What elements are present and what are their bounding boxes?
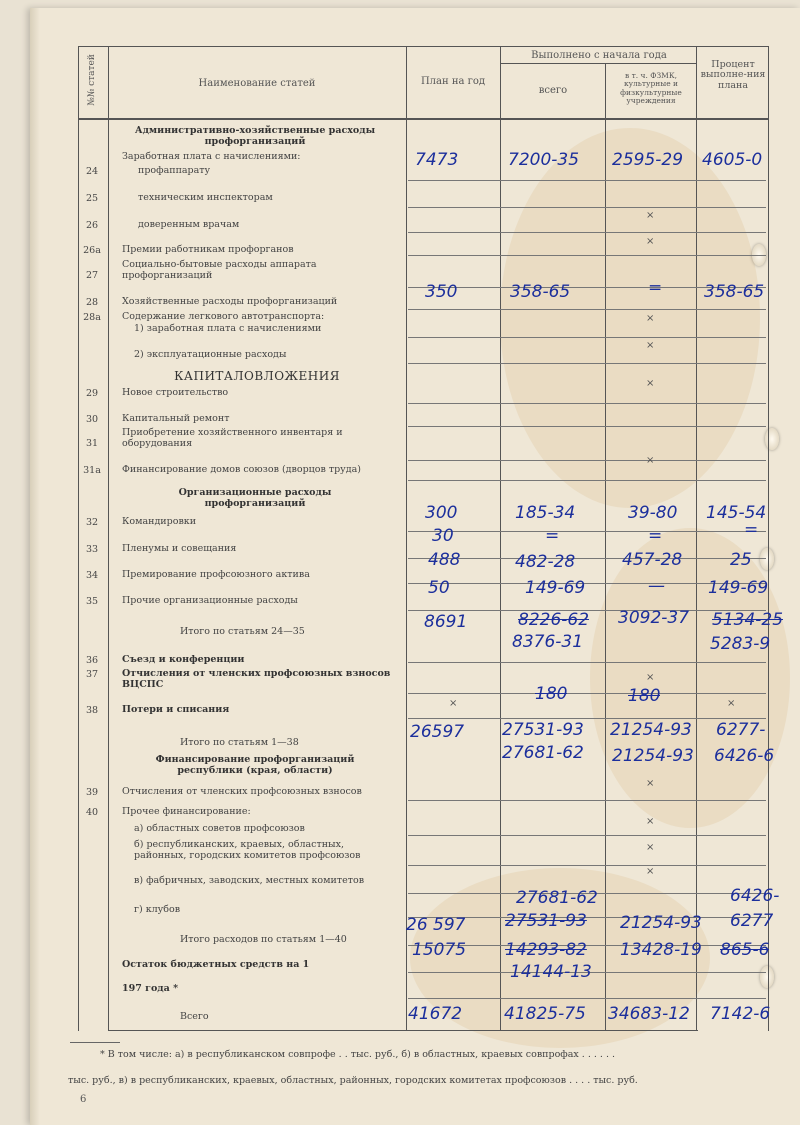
handwritten-value: 26597 [410,722,465,742]
handwritten-value: = [648,278,663,298]
row-rule [408,180,766,181]
handwritten-value: 39-80 [628,503,678,523]
row-rule [408,800,766,801]
handwritten-value: 6277 [730,911,774,931]
row-label: в) фабричных, заводских, местных комитетов [134,875,365,886]
handwritten-value: = [744,520,759,540]
row-label: а) областных советов профсоюзов [134,823,305,834]
row-number: 37 [85,669,99,680]
handwritten-value: 488 [428,550,461,570]
handwritten-value: 865-6 [720,940,770,960]
row-label: Содержание легкового автотранспорта: [122,311,325,322]
not-applicable-mark: × [727,698,736,709]
row-number: 35 [85,596,99,607]
row-rule [408,718,766,719]
row-rule [408,662,766,663]
handwritten-value: 6426-6 [714,746,775,766]
handwritten-value: 358-65 [510,282,571,302]
row-rule [408,403,766,404]
row-label: Финансирование домов союзов (дворцов труда) [122,464,361,475]
handwritten-value: = [648,526,663,546]
row-rule [408,426,766,427]
row-number: 26 [85,220,99,231]
row-number: 33 [85,544,99,555]
total-label: Итого по статьям 24—35 [180,626,305,637]
row-label: 1) заработная плата с начислениями [134,323,322,334]
row-number: 28а [83,312,101,323]
row-number: 30 [85,414,99,425]
row-number: 40 [85,807,99,818]
row-rule [408,558,766,559]
row-label: г) клубов [134,904,181,915]
handwritten-value: 34683-12 [608,1004,690,1024]
handwritten-value: 21254-93 [612,746,694,766]
row-label: Потери и списания [122,704,230,715]
handwritten-value: 149-69 [708,578,769,598]
row-number: 31 [85,438,99,449]
handwritten-value: 27531-93 [502,720,584,740]
handwritten-value: 30 [432,526,454,546]
row-label: Новое строительство [122,387,229,398]
row-label: Хозяйственные расходы профорганизаций [122,296,338,307]
handwritten-value: 149-69 [525,578,586,598]
handwritten-value: 13428-19 [620,940,702,960]
row-rule [408,865,766,866]
row-number: 36 [85,655,99,666]
row-label: Командировки [122,516,197,527]
handwritten-value: 8226-62 [518,610,590,630]
handwritten-value: 21254-93 [610,720,692,740]
not-applicable-mark: × [646,866,655,877]
row-label: доверенным врачам [138,219,240,230]
row-rule [408,693,766,694]
row-rule [408,480,766,481]
row-number: 27 [85,270,99,281]
handwritten-value: 7142-6 [710,1004,771,1024]
handwritten-value: = [545,526,560,546]
handwritten-value: 5134-25 [712,610,784,630]
row-label: Премирование профсоюзного актива [122,569,310,580]
row-number: 31а [83,465,101,476]
handwritten-value: 14293-82 [505,940,587,960]
not-applicable-mark: × [646,778,655,789]
not-applicable-mark: × [646,210,655,221]
handwritten-value: 350 [425,282,458,302]
row-label: б) республиканских, краевых, областных, районных, городских комитетов профсоюзов [134,839,361,861]
total-label: Всего [180,1011,209,1022]
row-number: 26а [83,245,101,256]
not-applicable-mark: × [646,842,655,853]
page-number: 6 [80,1094,87,1105]
not-applicable-mark: × [646,378,655,389]
binding-hole [760,966,774,988]
row-rule [408,835,766,836]
header-incl: в т. ч. ФЗМК, культурные и физкультурные учреждения [620,71,682,105]
row-label: техническим инспекторам [138,192,273,203]
row-number: 34 [85,570,99,581]
row-label: 197 года * [122,983,179,994]
row-rule [408,232,766,233]
row-label: Социально-бытовые расходы аппарата профорганизаций [122,259,317,281]
row-rule [408,337,766,338]
handwritten-value: 50 [428,578,450,598]
row-label: Отчисления от членских профсоюзных взносов [122,786,362,797]
header-percent: Процент выполне-ния плана [700,59,766,91]
header-name: Наименование статей [198,78,316,89]
handwritten-value: 25 [730,550,752,570]
not-applicable-mark: × [646,455,655,466]
handwritten-value: 26 597 [406,915,466,935]
handwritten-value: 7473 [415,150,459,170]
not-applicable-mark: × [646,340,655,351]
not-applicable-mark: × [449,698,458,709]
row-label: Капитальный ремонт [122,413,230,424]
row-rule [408,363,766,364]
not-applicable-mark: × [646,672,655,683]
handwritten-value: 14144-13 [510,962,592,982]
handwritten-value: 27531-93 [505,911,587,931]
row-label: Заработная плата с начислениями: [122,151,301,162]
handwritten-value: 180 [628,686,661,706]
section-heading: Административно-хозяйственные расходы профорганизаций [134,125,376,147]
row-rule [408,531,766,532]
handwritten-value: 300 [425,503,458,523]
row-label: Прочее финансирование: [122,806,251,817]
total-label: Итого расходов по статьям 1—40 [180,934,347,945]
handwritten-value: 41672 [408,1004,463,1024]
footnote-line-1: * В том числе: а) в республиканском совпрофе . . тыс. руб., б) в областных, краевых совпрофах . . . . . . [100,1049,616,1060]
handwritten-value: 180 [535,684,568,704]
row-label: Остаток бюджетных средств на 1 [122,959,310,970]
row-rule [408,998,766,999]
row-label: 2) эксплуатационные расходы [134,349,287,360]
not-applicable-mark: × [646,236,655,247]
handwritten-value: 8376-31 [512,632,584,652]
not-applicable-mark: × [646,816,655,827]
row-label: Пленумы и совещания [122,543,237,554]
row-rule [408,255,766,256]
handwritten-value: 7200-35 [508,150,580,170]
handwritten-value: 41825-75 [504,1004,586,1024]
section-heading: Финансирование профорганизаций республики (края, области) [155,754,355,776]
handwritten-value: 358-65 [704,282,765,302]
handwritten-value: 482-28 [515,552,576,572]
binding-hole [760,548,774,570]
handwritten-value: 27681-62 [502,743,584,763]
row-label: Отчисления от членских профсоюзных взносов ВЦСПС [122,668,391,690]
handwritten-value: 5283-9 [710,634,771,654]
total-label: Итого по статьям 1—38 [180,737,299,748]
handwritten-value: 15075 [412,940,467,960]
row-label: Съезд и конференции [122,654,245,665]
row-label: КАПИТАЛОВЛОЖЕНИЯ [174,369,340,383]
row-rule [408,207,766,208]
row-number: 24 [85,166,99,177]
header-plan: План на год [420,76,486,87]
handwritten-value: 27681-62 [516,888,598,908]
handwritten-value: 2595-29 [612,150,684,170]
row-rule [408,309,766,310]
handwritten-value: 3092-37 [618,608,690,628]
handwritten-value: 6277- [716,720,766,740]
row-label: Премии работникам профорганов [122,244,294,255]
header-total: всего [538,85,568,96]
handwritten-value: 6426- [730,886,780,906]
row-number: 29 [85,388,99,399]
row-number: 38 [85,705,99,716]
row-number: 28 [85,297,99,308]
header-done: Выполнено с начала года [531,50,667,61]
not-applicable-mark: × [646,313,655,324]
row-rule [408,460,766,461]
footnote-line-2: тыс. руб., в) в республиканских, краевых, областных, районных, городских комитетах профсоюзов . . . . тыс. руб. [68,1075,638,1086]
handwritten-value: — [648,576,665,596]
handwritten-value: 145-54 [706,503,767,523]
handwritten-value: 4605-0 [702,150,763,170]
row-number: 39 [85,787,99,798]
header-number: №№ статей [87,54,98,106]
row-number: 32 [85,517,99,528]
handwritten-value: 21254-93 [620,913,702,933]
row-label: Приобретение хозяйственного инвентаря и оборудования [122,427,343,449]
handwritten-value: 8691 [424,612,468,632]
row-number: 25 [85,193,99,204]
section-heading: Организационные расходы профорганизаций [178,487,332,509]
row-label: профаппарату [138,165,211,176]
row-label: Прочие организационные расходы [122,595,298,606]
handwritten-value: 457-28 [622,550,683,570]
handwritten-value: 185-34 [515,503,576,523]
